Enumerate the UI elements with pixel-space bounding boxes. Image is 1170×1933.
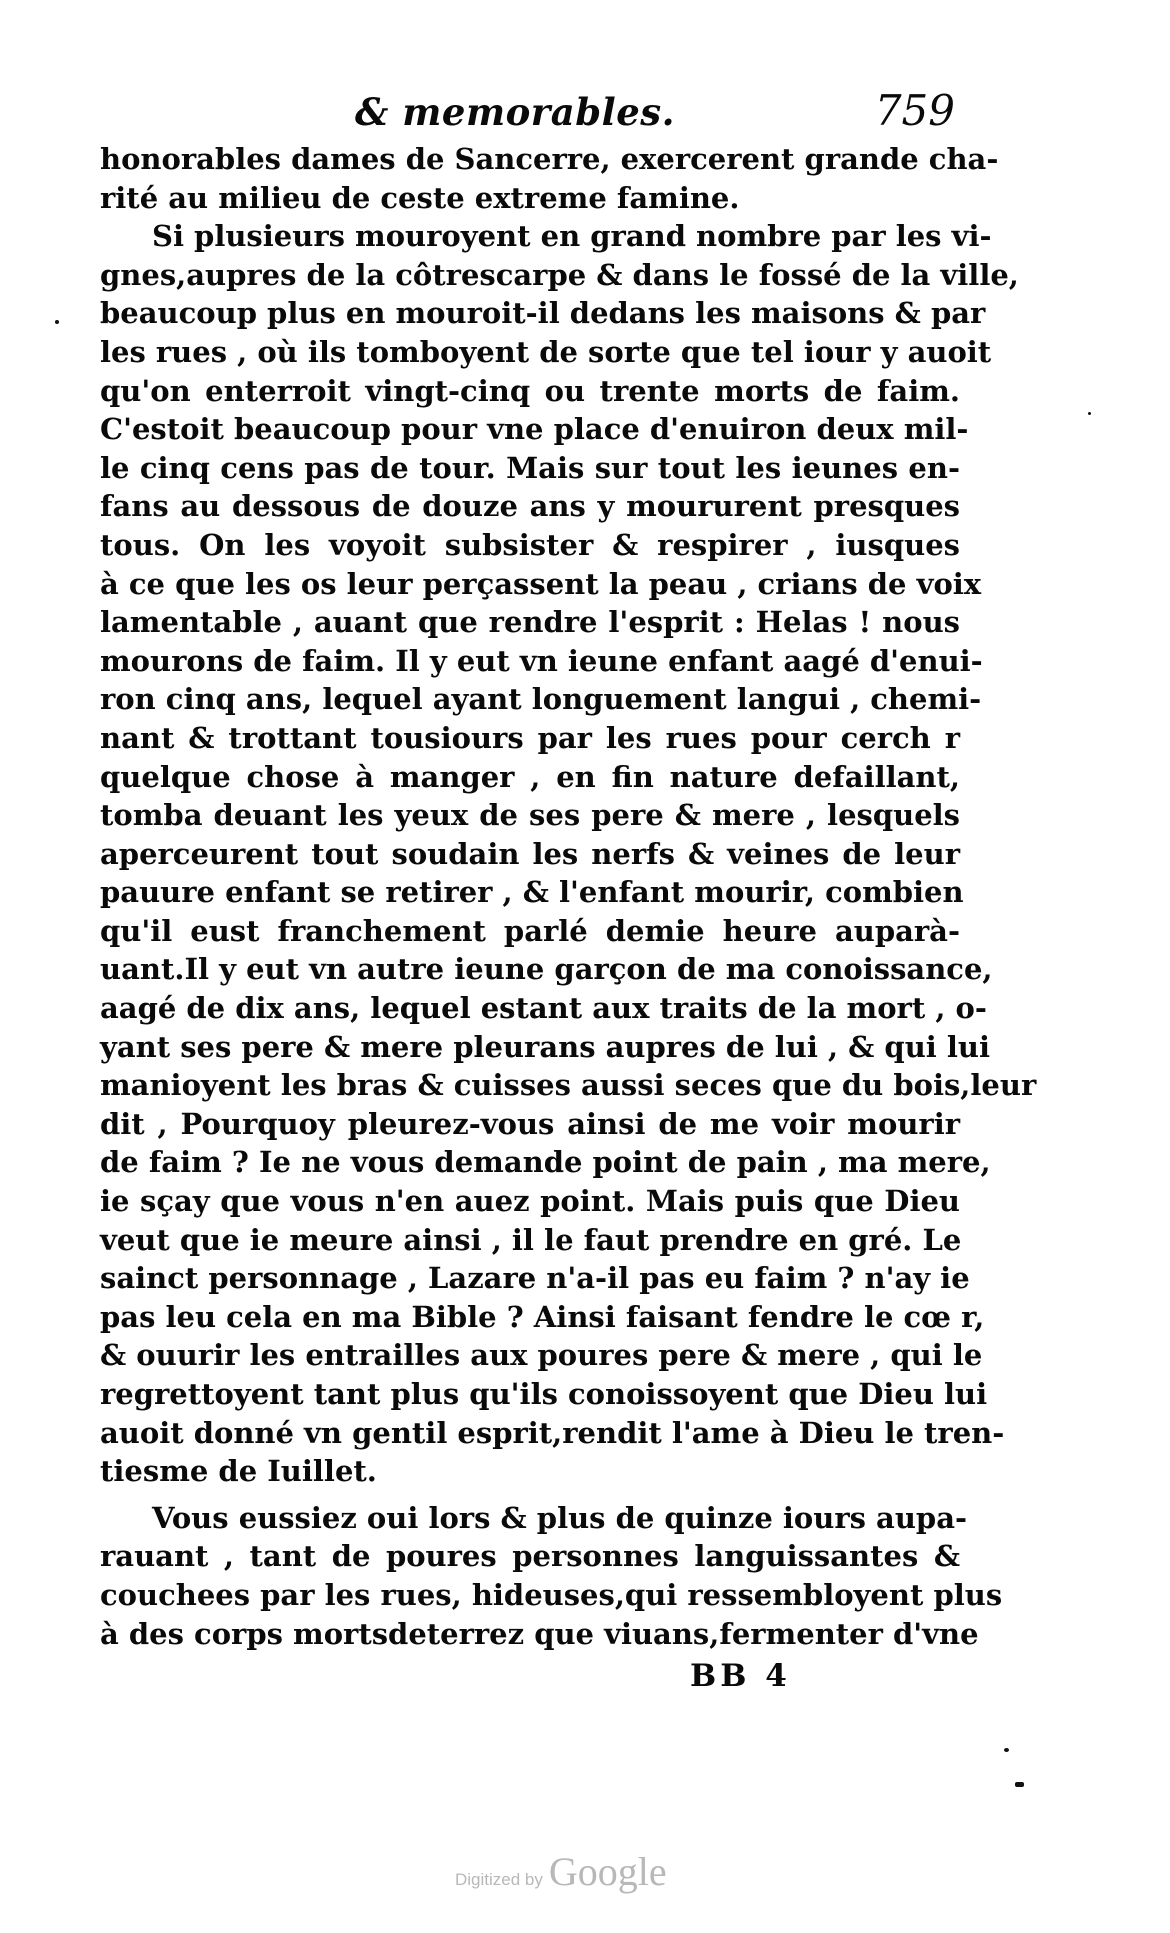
- text-line: Si plusieurs mouroyent en grand nombre par les vi-: [152, 219, 992, 254]
- text-line: & ouurir les entrailles aux poures pere & mere , qui le: [100, 1338, 983, 1373]
- text-line: ie sçay que vous n'en auez point. Mais puis que Dieu: [100, 1184, 960, 1219]
- text-line: aperceurent tout soudain les nerfs & veines de leur: [100, 836, 960, 871]
- ink-speck: [1088, 412, 1091, 415]
- text-line: quelque chose à manger , en fin nature defaillant,: [100, 759, 960, 794]
- ink-speck: [55, 320, 59, 324]
- text-line: Vous eussiez oui lors & plus de quinze iours aupa-: [152, 1500, 968, 1535]
- text-line: tous. On les voyoit subsister & respirer , iusques: [100, 527, 960, 562]
- text-line: lamentable , auant que rendre l'esprit : Helas ! nous: [100, 605, 960, 640]
- ink-speck: [1004, 1748, 1009, 1752]
- page-header: [355, 86, 965, 140]
- text-line: à des corps mortsdeterrez que viuans,fermenter d'vne: [100, 1616, 979, 1651]
- text-line: le cinq cens pas de tour. Mais sur tout les ieunes en-: [100, 450, 960, 485]
- text-line: nant & trottant tousiours par les rues pour cerch r: [100, 720, 960, 755]
- text-line: de faim ? Ie ne vous demande point de pain , ma mere,: [100, 1145, 991, 1180]
- text-line: couchees par les rues, hideuses,qui ressembloyent plus: [100, 1577, 1003, 1612]
- text-line: pas leu cela en ma Bible ? Ainsi faisant fendre le cœ r,: [100, 1299, 985, 1334]
- text-line: yant ses pere & mere pleurans aupres de lui , & qui lui: [100, 1029, 991, 1064]
- text-line: auoit donné vn gentil esprit,rendit l'ame à Dieu le tren-: [100, 1415, 1005, 1450]
- text-line: regrettoyent tant plus qu'ils conoissoyent que Dieu lui: [100, 1377, 988, 1411]
- text-line: qu'il eust franchement parlé demie heure auparà-: [100, 913, 960, 948]
- text-line: qu'on enterroit vingt-cinq ou trente morts de faim.: [100, 373, 960, 408]
- paragraph-break: [100, 1491, 960, 1499]
- text-line: uant.Il y eut vn autre ieune garçon de ma conoissance,: [100, 952, 993, 987]
- text-line: rité au milieu de ceste extreme famine.: [100, 180, 740, 215]
- text-line: mourons de faim. Il y eut vn ieune enfant aagé d'enui-: [100, 643, 983, 678]
- text-line: sainct personnage , Lazare n'a-il pas eu faim ? n'ay ie: [100, 1261, 970, 1296]
- text-line: rauant , tant de poures personnes languissantes &: [100, 1539, 960, 1574]
- text-line: aagé de dix ans, lequel estant aux traits de la mort , o-: [100, 991, 987, 1026]
- text-line: beaucoup plus en mouroit-il dedans les maisons & par: [100, 296, 986, 331]
- body-text: [100, 140, 1037, 1653]
- text-line: tomba deuant les yeux de ses pere & mere , lesquels: [100, 798, 960, 833]
- page-number: 759: [874, 86, 955, 135]
- digitization-watermark: [455, 1848, 667, 1895]
- text-line: honorables dames de Sancerre, exercerent grande cha-: [100, 142, 999, 176]
- ink-speck: [1015, 1782, 1024, 1787]
- text-line: gnes,aupres de la côtrescarpe & dans le fossé de la ville,: [100, 257, 1019, 292]
- text-line: tiesme de Iuillet.: [100, 1454, 377, 1489]
- text-line: fans au dessous de douze ans y moururent presques: [100, 489, 960, 524]
- text-line: ron cinq ans, lequel ayant longuement langui , chemi-: [100, 682, 982, 717]
- text-line: C'estoit beaucoup pour vne place d'enuiron deux mil-: [100, 412, 969, 447]
- text-line: dit , Pourquoy pleurez-vous ainsi de me voir mourir: [100, 1106, 960, 1141]
- text-line: manioyent les bras & cuisses aussi seces que du bois,leur: [100, 1068, 1037, 1103]
- signature-mark: BB 4: [690, 1658, 791, 1694]
- running-head: & memorables.: [355, 90, 675, 134]
- watermark-brand: Google: [548, 1849, 667, 1894]
- watermark-prefix: Digitized by: [455, 1870, 543, 1889]
- text-line: veut que ie meure ainsi , il le faut prendre en gré. Le: [100, 1222, 962, 1257]
- text-line: à ce que les os leur perçassent la peau , crians de voix: [100, 566, 982, 601]
- text-line: les rues , où ils tomboyent de sorte que tel iour y auoit: [100, 334, 992, 369]
- text-line: pauure enfant se retirer , & l'enfant mourir, combien: [100, 875, 964, 910]
